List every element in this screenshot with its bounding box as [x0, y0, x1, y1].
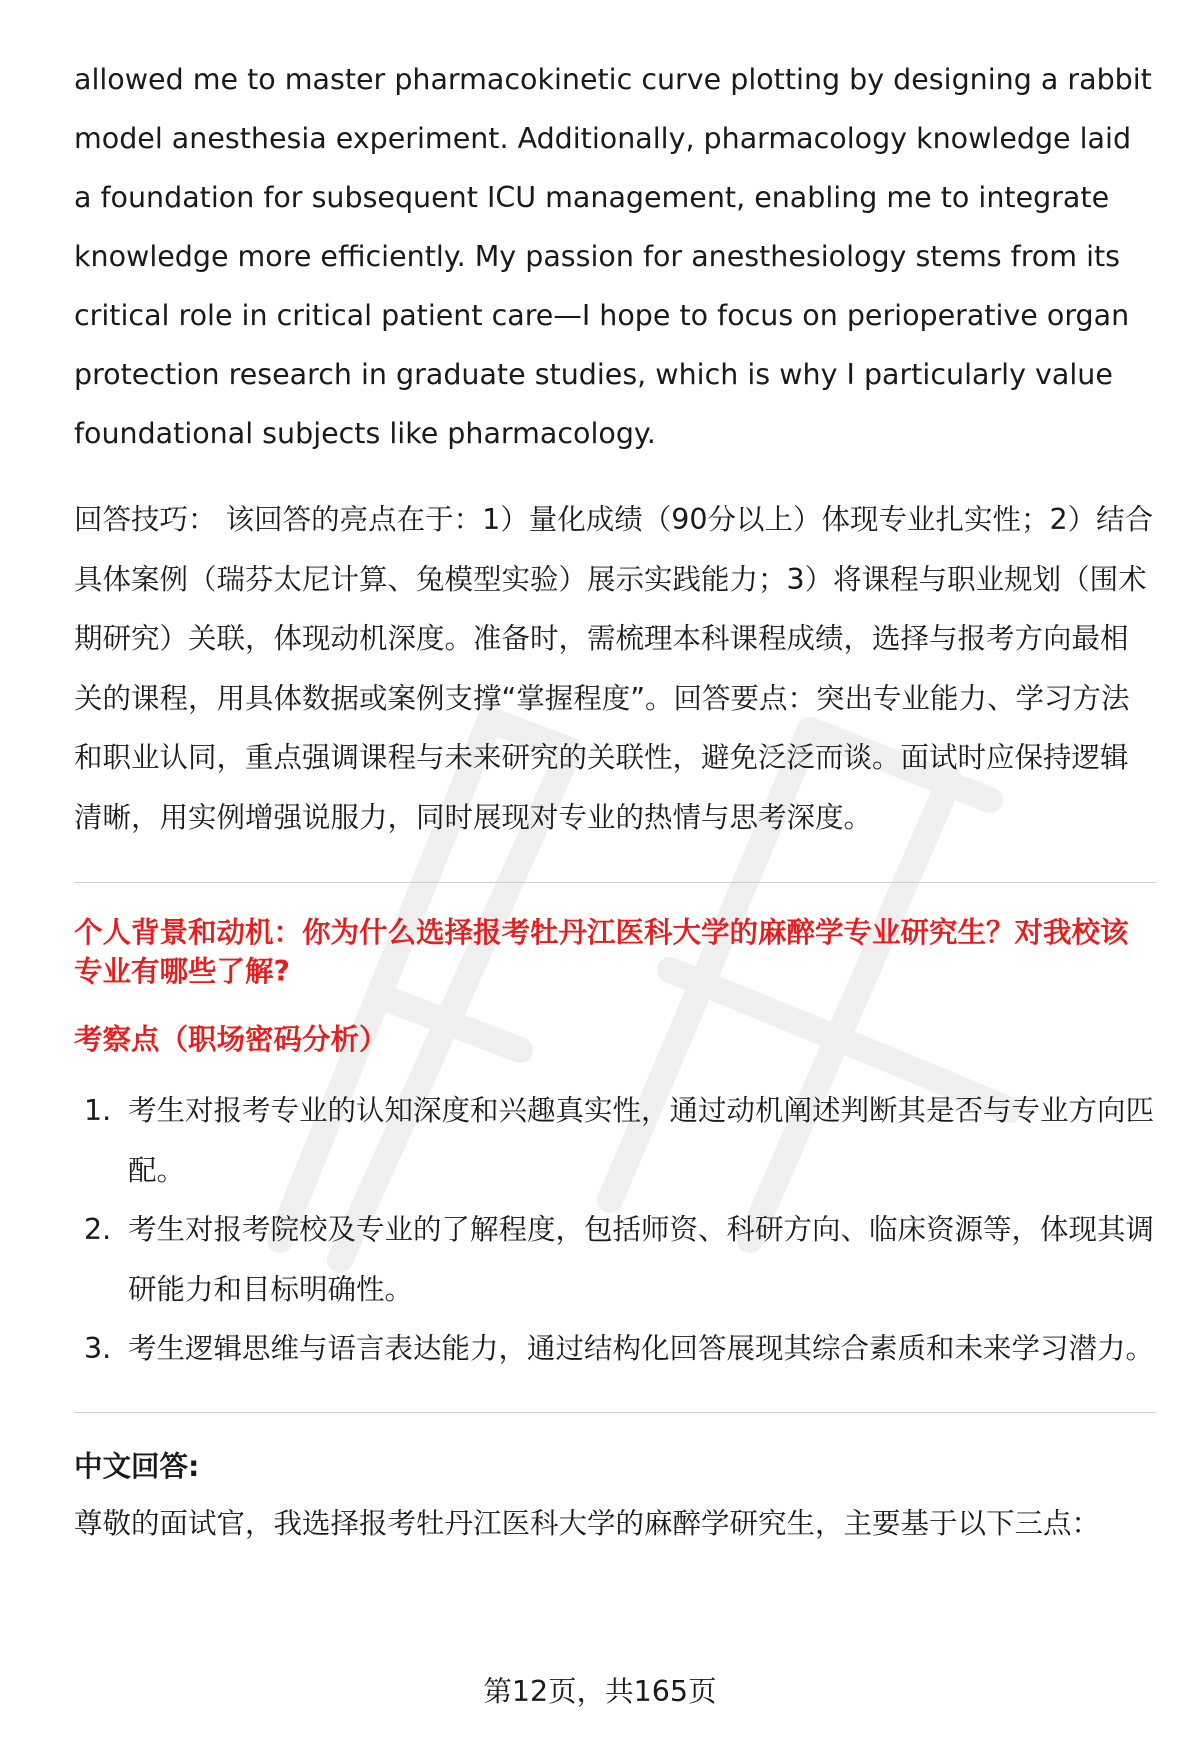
- list-number: 2.: [84, 1213, 112, 1246]
- list-item: [74, 1200, 1156, 1319]
- list-number: 3.: [84, 1332, 112, 1365]
- list-item-text: 考生逻辑思维与语言表达能力，通过结构化回答展现其综合素质和未来学习潜力。: [128, 1332, 1155, 1365]
- tip-text: 该回答的亮点在于：1）量化成绩（90分以上）体现专业扎实性；2）结合具体案例（瑞芬太尼计算、兔模型实验）展示实践能力；3）将课程与职业规划（围术期研究）关联，体现动机深度。准备时，需梳理本科课程成绩，选择与报考方向最相关的课程，用具体数据或案例支撑“掌握程度”。回答要点：突出专业能力、学习方法和职业认同，重点强调课程与未来研究的关联性，避免泛泛而谈。面试时应保持逻辑清晰，用实例增强说服力，同时展现对专业的热情与思考深度。: [74, 503, 1154, 834]
- answer-text: 尊敬的面试官，我选择报考牡丹江医科大学的麻醉学研究生，主要基于以下三点：: [74, 1506, 1101, 1540]
- analysis-title: 考察点（职场密码分析）: [74, 1023, 388, 1056]
- list-item: [74, 1081, 1156, 1200]
- section-divider: [74, 1412, 1156, 1413]
- list-item-text: 考生对报考院校及专业的了解程度，包括师资、科研方向、临床资源等，体现其调研能力和目标明确性。: [128, 1213, 1155, 1306]
- page-number: 第12页，共165页: [483, 1675, 717, 1708]
- tip-label: 回答技巧：: [74, 503, 217, 536]
- analysis-points: [74, 1081, 1156, 1379]
- section-divider: [74, 882, 1156, 883]
- intro-paragraph: allowed me to master pharmacokinetic curve plotting by designing a rabbit model anesthesia experiment. Additionally, pharmacology knowledge laid a foundation for subsequent ICU management, enabling me to integrate knowledge more efficiently. My passion for anesthesiology stems from its critical role in critical patient care—I hope to focus on perioperative organ protection research in graduate studies, which is why I particularly value foundational subjects like pharmacology.: [74, 63, 1152, 450]
- answer-heading: 中文回答:: [74, 1449, 200, 1483]
- answer-tip: [74, 490, 1156, 847]
- question-heading: 个人背景和动机：你为什么选择报考牡丹江医科大学的麻醉学专业研究生？对我校该专业有哪些了解?: [74, 916, 1129, 988]
- list-item: [74, 1319, 1156, 1379]
- list-number: 1.: [84, 1094, 112, 1127]
- document-page: [74, 50, 1156, 1544]
- list-item-text: 考生对报考专业的认知深度和兴趣真实性，通过动机阐述判断其是否与专业方向匹配。: [128, 1094, 1155, 1187]
